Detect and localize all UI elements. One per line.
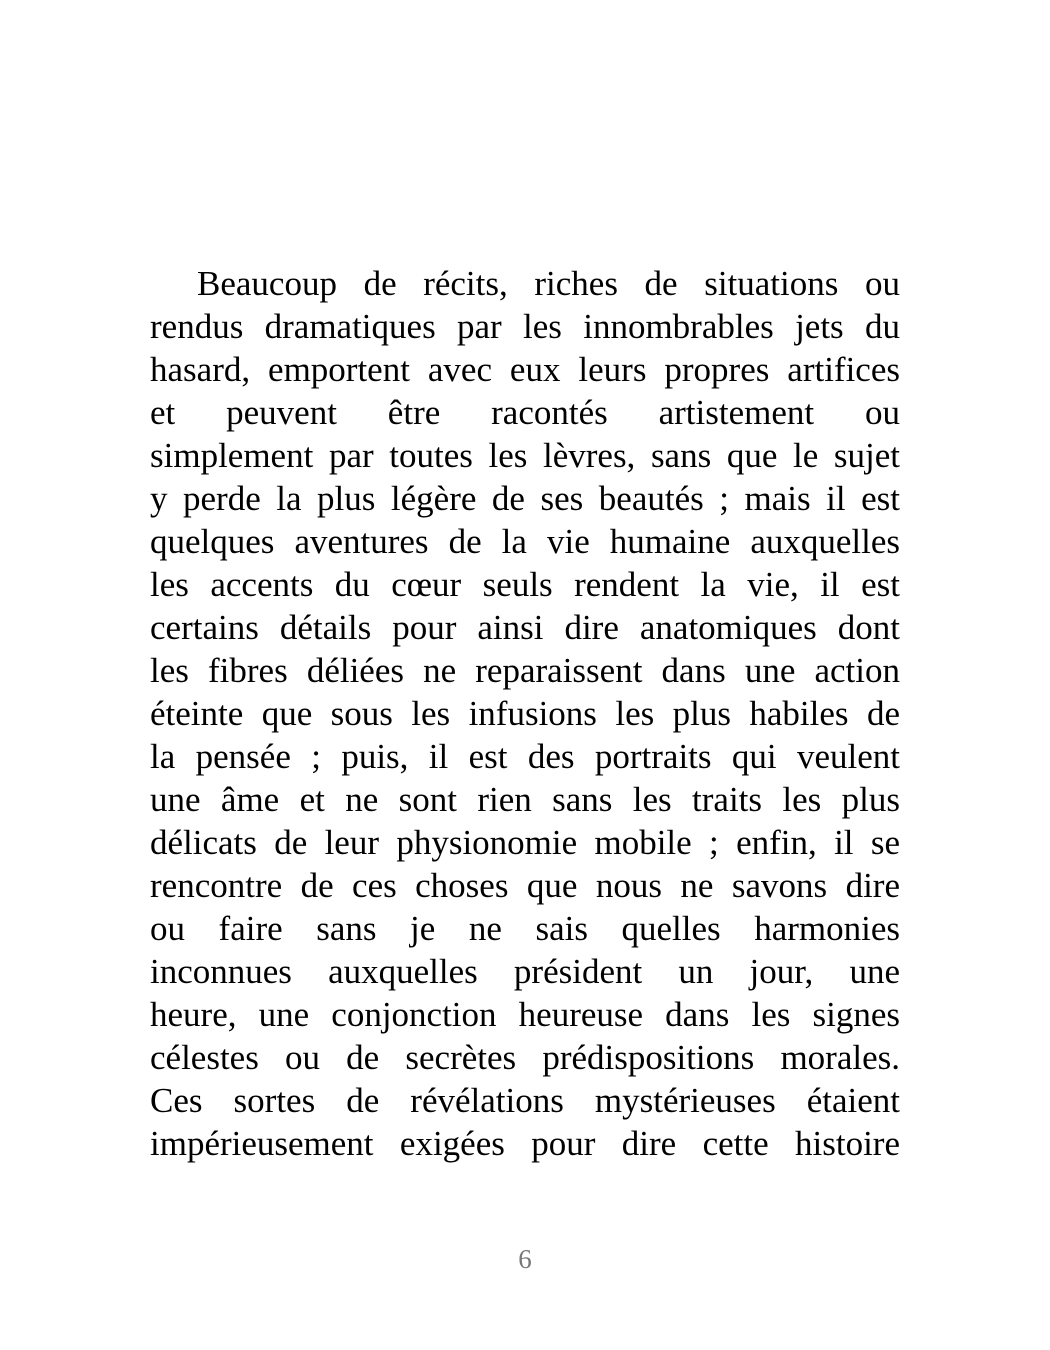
page-number: 6 [518, 1244, 532, 1274]
paragraph-line: y perde la plus légère de ses beautés ; mais il est [150, 479, 900, 518]
paragraph-line: inconnues auxquelles président un jour, une [150, 952, 900, 991]
paragraph-line: la pensée ; puis, il est des portraits qui veulent [150, 737, 900, 776]
paragraph-line: célestes ou de secrètes prédispositions morales. [150, 1038, 900, 1077]
paragraph-line: les fibres déliées ne reparaissent dans une action [150, 651, 900, 690]
paragraph-line: certains détails pour ainsi dire anatomiques dont [150, 608, 900, 647]
paragraph-line: et peuvent être racontés artistement ou [150, 393, 900, 432]
paragraph-line: Beaucoup de récits, riches de situations ou [197, 264, 900, 303]
paragraph-line: simplement par toutes les lèvres, sans que le sujet [150, 436, 900, 475]
paragraph-line: quelques aventures de la vie humaine auxquelles [150, 522, 900, 561]
body-paragraph [150, 262, 900, 1165]
paragraph-line: rencontre de ces choses que nous ne savons dire [150, 866, 900, 905]
paragraph-line: hasard, emportent avec eux leurs propres artifices [150, 350, 900, 389]
paragraph-line: ou faire sans je ne sais quelles harmonies [150, 909, 900, 948]
paragraph-line: impérieusement exigées pour dire cette histoire [150, 1124, 900, 1163]
paragraph-line: rendus dramatiques par les innombrables jets du [150, 307, 900, 346]
paragraph-line: heure, une conjonction heureuse dans les signes [150, 995, 900, 1034]
paragraph-line: délicats de leur physionomie mobile ; enfin, il se [150, 823, 900, 862]
paragraph-line: les accents du cœur seuls rendent la vie, il est [150, 565, 900, 604]
paragraph-line: une âme et ne sont rien sans les traits les plus [150, 780, 900, 819]
paragraph-line: Ces sortes de révélations mystérieuses étaient [150, 1081, 900, 1120]
paragraph-line: éteinte que sous les infusions les plus habiles de [150, 694, 900, 733]
